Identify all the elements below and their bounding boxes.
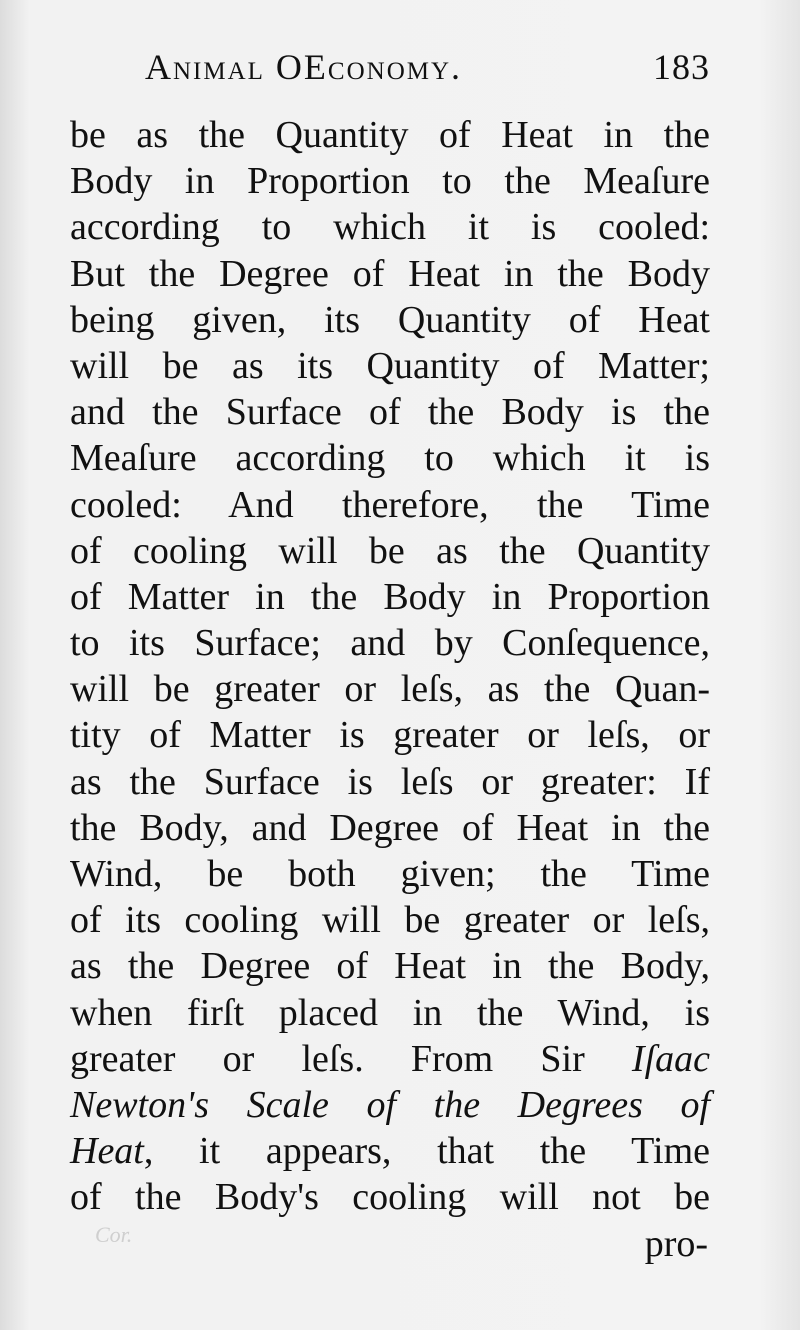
text-run: , it appears, that the Time [143, 1130, 710, 1173]
text-run [209, 1084, 247, 1126]
text-line: of Matter in the Body in Proportion [70, 575, 710, 618]
text-line: of the Body's cooling will not be [70, 1176, 710, 1219]
text-line: as the Surface is leſs or greater: If [70, 760, 710, 803]
text-line: the Body, and Degree of Heat in the [70, 806, 710, 849]
text-line: and the Surface of the Body is the [70, 391, 710, 434]
text-line: Meaſure according to which it is [70, 437, 710, 480]
text-line: of cooling will be as the Quantity [70, 529, 710, 572]
text-line: be as the Quantity of Heat in the [70, 114, 710, 156]
catchword: pro- [644, 1223, 708, 1265]
text-line [70, 1036, 710, 1082]
text-line: according to which it is cooled: [70, 206, 710, 249]
running-title: Animal OEconomy. [145, 47, 463, 87]
text-line: of its cooling will be greater or leſs, [70, 899, 710, 942]
text-run: greater or leſs. From Sir [70, 1037, 632, 1080]
text-line [70, 1082, 710, 1128]
body-text [70, 112, 710, 1221]
text-line: cooled: And therefore, the Time [70, 483, 710, 526]
italic-title: Scale of the Degrees of [246, 1083, 710, 1126]
italic-name: Iſaac [631, 1037, 710, 1080]
page-number: 183 [653, 47, 710, 87]
text-line: to its Surface; and by Conſequence, [70, 622, 710, 665]
text-line: Body in Proportion to the Meaſure [70, 160, 710, 203]
running-head [145, 46, 710, 96]
italic-title: Heat [70, 1130, 144, 1173]
text-line [70, 1128, 710, 1174]
text-line: being given, its Quantity of Heat [70, 298, 710, 341]
text-line: But the Degree of Heat in the Body [70, 252, 710, 295]
text-line: tity of Matter is greater or leſs, or [70, 714, 710, 757]
bleed-through-text: Cor. [95, 1222, 133, 1247]
text-line: will be as its Quantity of Matter; [70, 344, 710, 387]
text-line: when firſt placed in the Wind, is [70, 991, 710, 1034]
italic-name: Newton's [70, 1083, 210, 1126]
text-line: Wind, be both given; the Time [70, 853, 710, 895]
text-line: as the Degree of Heat in the Body, [70, 945, 710, 988]
text-line: will be greater or leſs, as the Quan- [70, 668, 710, 711]
